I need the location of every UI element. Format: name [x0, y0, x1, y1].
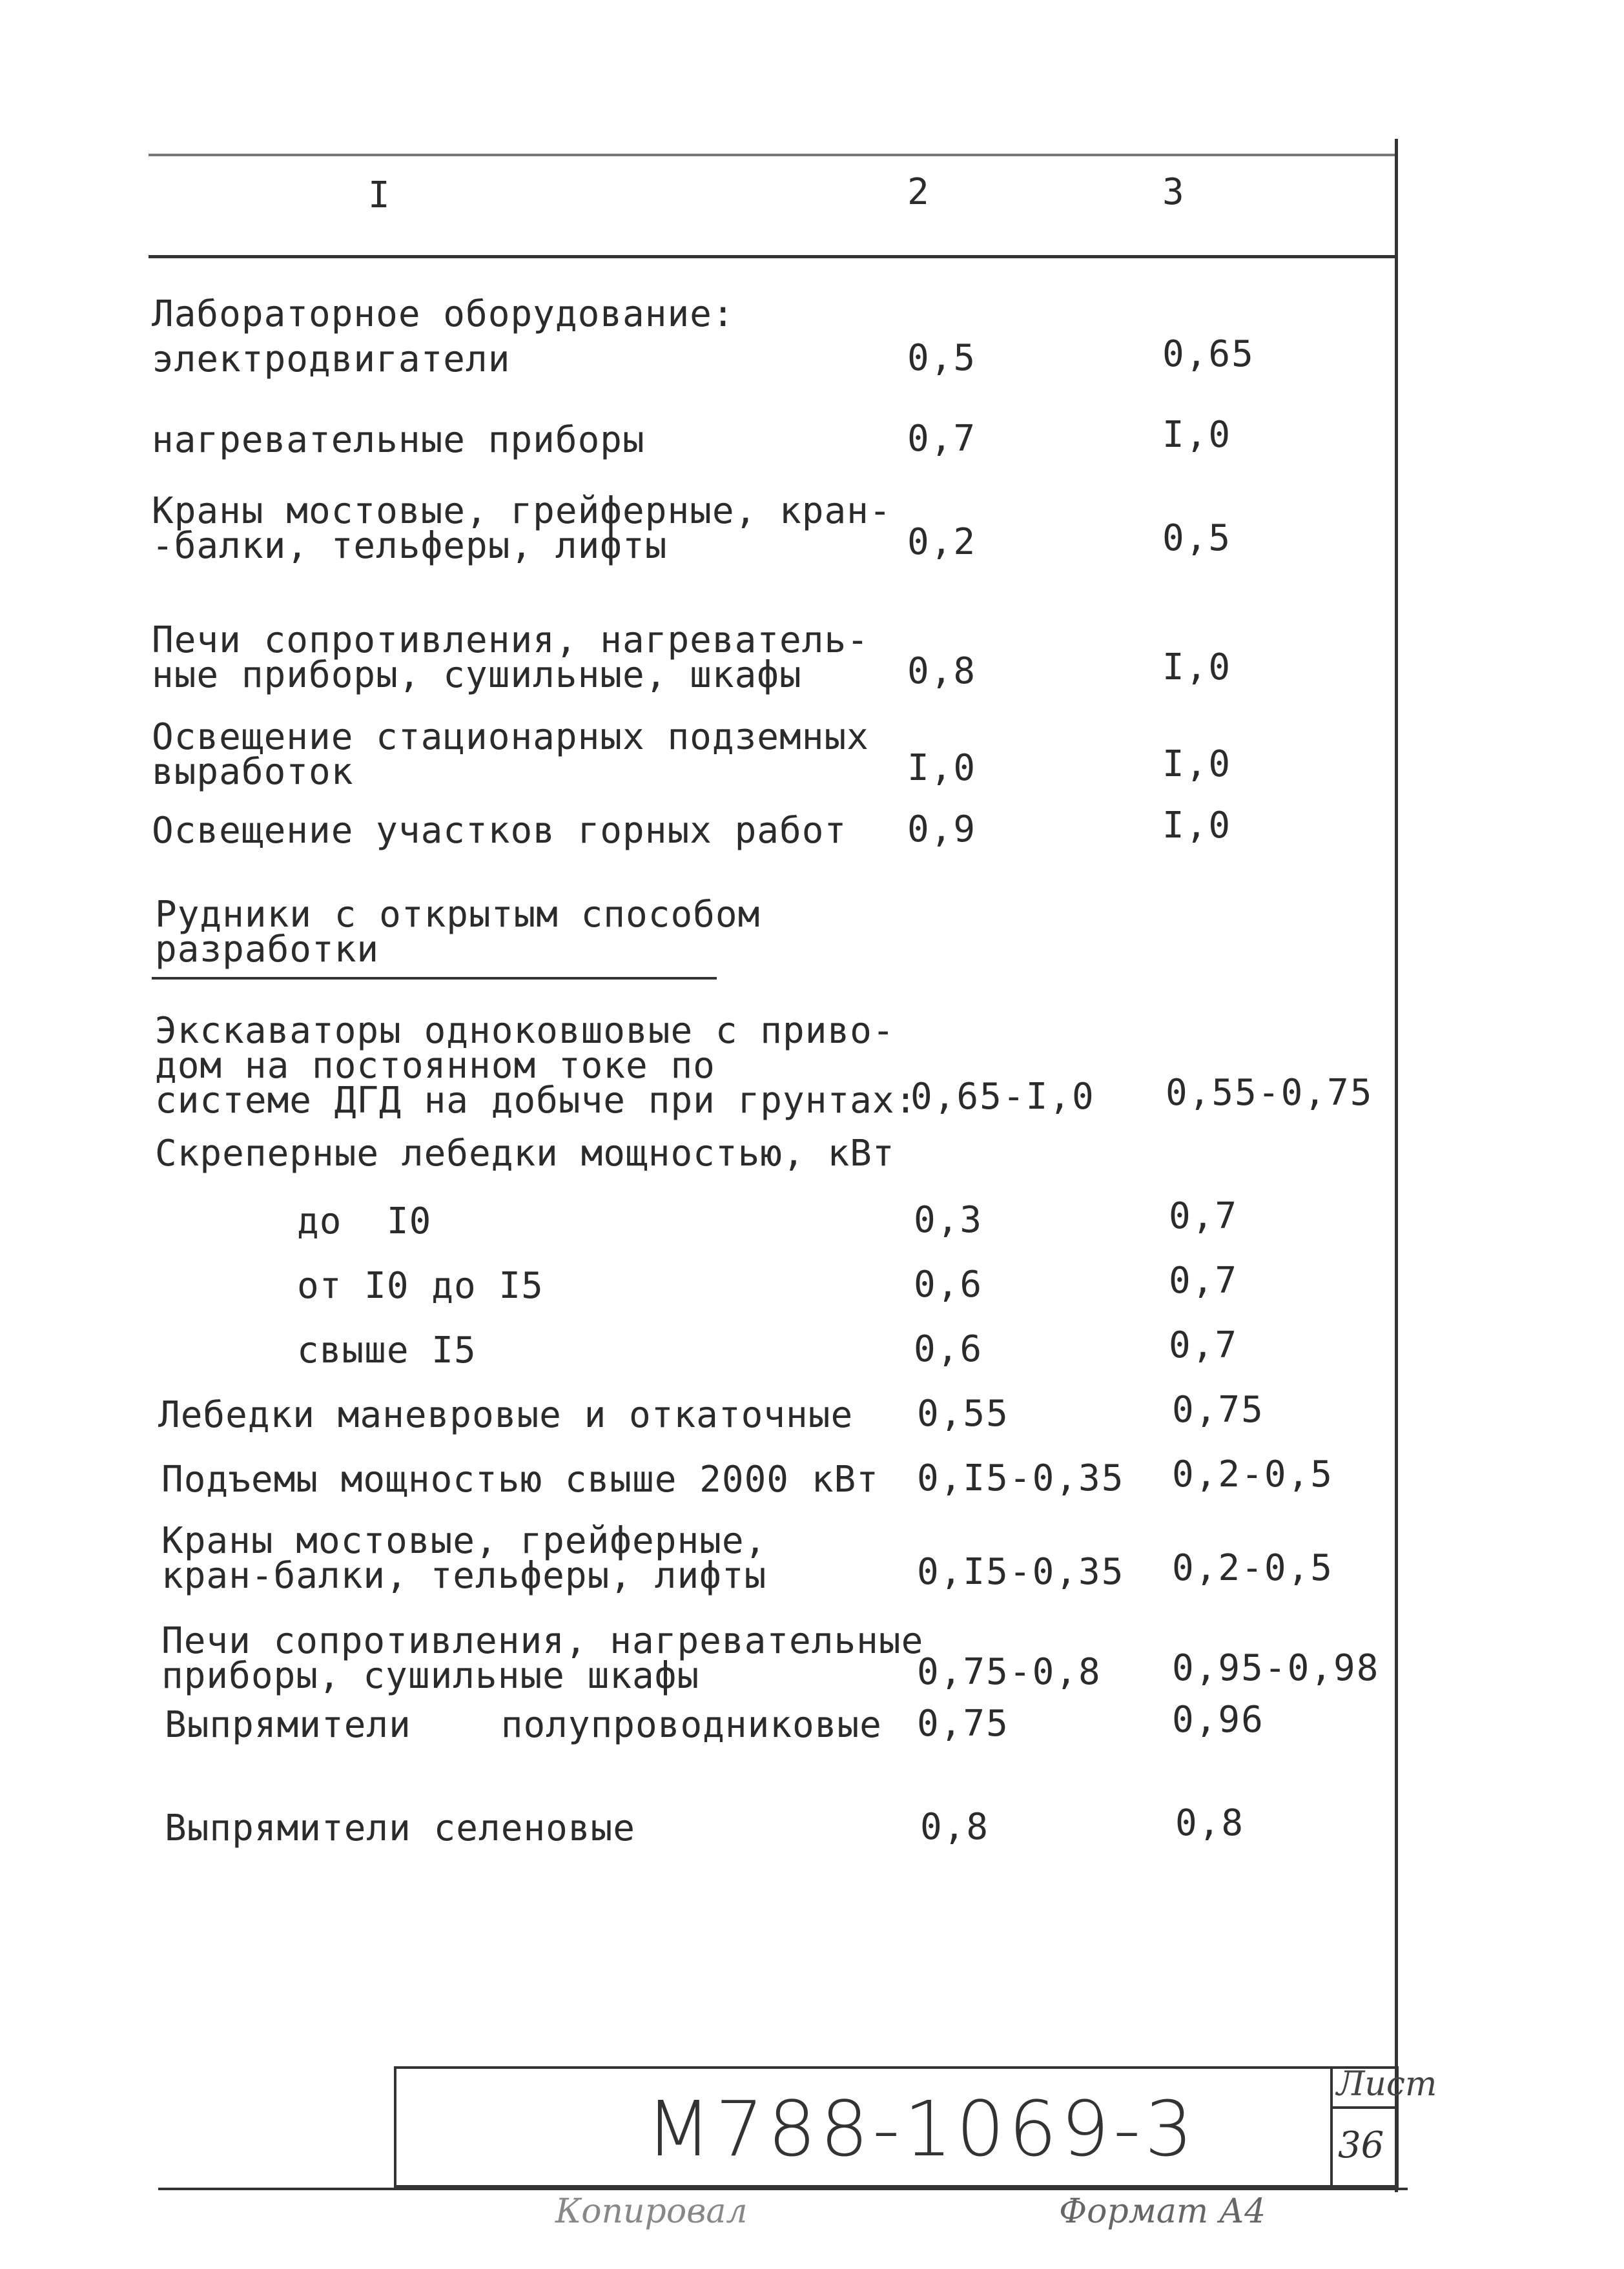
row-label: Печи сопротивления, нагревательные приборы, сушильные шкафы — [161, 1620, 924, 1697]
row-value-col2: 0,8 — [920, 1806, 990, 1848]
row-value-col2: 0,I5-0,35 — [917, 1551, 1125, 1593]
row-value-col2: 0,I5-0,35 — [917, 1457, 1125, 1499]
row-value-col3: 0,75 — [1172, 1389, 1264, 1431]
row-value-col2: 0,5 — [907, 337, 977, 379]
row-value-col3: I,0 — [1162, 805, 1232, 847]
row-label: свыше I5 — [297, 1330, 477, 1371]
row-value-col3: 0,2-0,5 — [1172, 1547, 1334, 1589]
row-value-col2: 0,2 — [907, 521, 977, 563]
row-value-col2: 0,7 — [907, 418, 977, 460]
sheet-number: 36 — [1338, 2124, 1384, 2166]
row-value-col2: 0,75 — [917, 1703, 1009, 1745]
bottom-rule — [158, 2188, 1408, 2190]
row-label: Подъемы мощностью свыше 2000 кВт — [161, 1459, 879, 1501]
row-value-col3: 0,2-0,5 — [1172, 1453, 1334, 1495]
row-value-col2: 0,3 — [914, 1199, 983, 1241]
row-label: Выпрямители полупроводниковые — [165, 1704, 882, 1746]
row-label: нагревательные приборы — [152, 419, 645, 461]
row-label: Краны мостовые, грейферные, кран-балки, тельферы, лифты — [161, 1520, 767, 1597]
row-value-col2: 0,9 — [907, 808, 977, 850]
row-value-col2: 0,75-0,8 — [917, 1651, 1102, 1693]
row-value-col2: I,0 — [907, 747, 977, 789]
document-code: М788-1069-3 — [646, 2084, 1197, 2173]
row-label: Рудники с открытым способом разработки — [155, 894, 761, 970]
header-rule — [149, 255, 1395, 258]
row-value-col3: I,0 — [1162, 743, 1232, 785]
column-header-2: 2 — [907, 171, 929, 213]
row-value-col2: 0,6 — [914, 1328, 983, 1370]
column-header-3: 3 — [1162, 171, 1184, 213]
sheet-label: Лист — [1337, 2065, 1437, 2104]
row-value-col3: 0,95-0,98 — [1172, 1647, 1380, 1689]
row-label: Печи сопротивления, нагреватель- ные приборы, сушильные, шкафы — [152, 619, 869, 696]
top-rule — [149, 154, 1395, 156]
footer-copied-by: Копировал — [555, 2192, 748, 2231]
row-value-col2: 0,55 — [917, 1393, 1009, 1435]
row-value-col3: 0,96 — [1172, 1699, 1264, 1741]
row-label: Краны мостовые, грейферные, кран- -балки, тельферы, лифты — [152, 490, 892, 567]
row-value-col3: 0,65 — [1162, 333, 1255, 375]
section-underline — [152, 977, 717, 980]
row-label: от I0 до I5 — [297, 1265, 544, 1307]
row-value-col3: I,0 — [1162, 646, 1232, 688]
row-label: Экскаваторы одноковшовые с приво- дом на постоянном токе по системе ДГД на добыче при грунтах: — [155, 1010, 918, 1122]
column-header-1: I — [368, 174, 390, 216]
row-value-col2: 0,6 — [914, 1264, 983, 1306]
row-label: Освещение участков горных работ — [152, 810, 847, 852]
sheet-divider — [1330, 2106, 1396, 2109]
row-value-col3: 0,5 — [1162, 517, 1232, 559]
row-value-col3: 0,7 — [1169, 1324, 1239, 1366]
row-value-col2: 0,65-I,0 — [910, 1076, 1095, 1118]
row-label: Освещение стационарных подземных выработок — [152, 716, 869, 793]
row-value-col3: 0,7 — [1169, 1260, 1239, 1302]
row-label: Скреперные лебедки мощностью, кВт — [155, 1133, 895, 1175]
row-label: до I0 — [297, 1200, 432, 1242]
footer-format: Формат А4 — [1059, 2192, 1266, 2231]
row-value-col3: 0,7 — [1169, 1195, 1239, 1237]
row-label: электродвигатели — [152, 338, 511, 380]
row-label: Лебедки маневровые и откаточные — [158, 1394, 854, 1436]
row-value-col2: 0,8 — [907, 650, 977, 692]
row-value-col3: 0,55-0,75 — [1166, 1072, 1373, 1114]
row-value-col3: I,0 — [1162, 414, 1232, 456]
row-label: Выпрямители селеновые — [165, 1807, 636, 1849]
right-border — [1395, 139, 1398, 2192]
row-label: Лабораторное оборудование: — [152, 293, 735, 335]
row-value-col3: 0,8 — [1175, 1802, 1245, 1844]
